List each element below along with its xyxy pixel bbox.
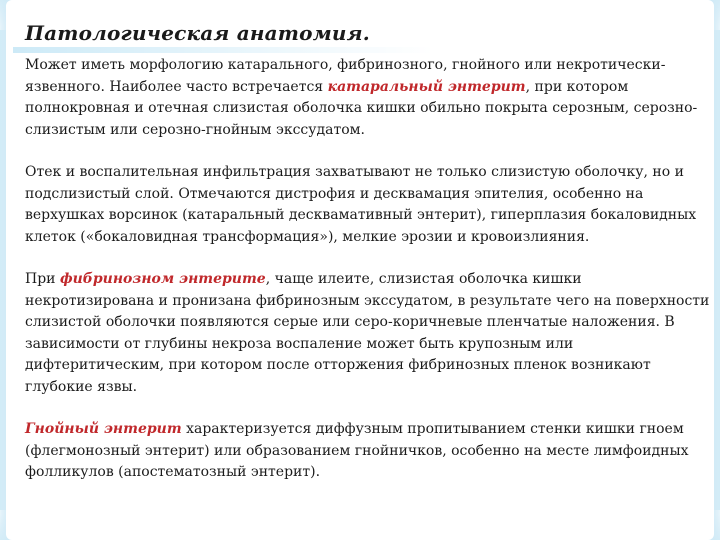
paragraph-1 <box>25 55 711 141</box>
paragraph-spacer <box>25 248 711 269</box>
paragraph-4 <box>25 419 711 484</box>
term-catarrhal-enteritis: катаральный энтерит <box>327 78 526 95</box>
page-title: Патологическая анатомия. <box>25 21 370 45</box>
paragraph-3-text-after: , чаще илеите, слизистая оболочка кишки некротизирована и пронизана фибринозным экссудатом, в результате чего на поверхности слизистой оболочки появляются серые или серо-коричневые пленчатые наложения. В зависимости от глубины некроза воспаление может быть крупозным или дифтеритическим, при котором после отторжения фибринозных пленок возникают глубокие язвы. <box>25 271 710 395</box>
paragraph-1-text-before: Может иметь морфологию катарального, фибринозного, гнойного или некротически-язвенного. Наиболее часто встречается <box>25 57 666 95</box>
term-fibrinous-enteritis: фибринозном энтерите <box>59 271 266 287</box>
paragraph-1-text-after: , при котором полнокровная и отечная слизистая оболочка кишки обильно покрыта серозным, серозно-слизистым или серозно-гнойным экссудатом. <box>25 78 698 138</box>
title-underline <box>13 47 433 53</box>
paragraph-spacer <box>25 398 711 419</box>
paragraph-2: Отек и воспалительная инфильтрация захватывают не только слизистую оболочку, но и подслизистый слой. Отмечаются дистрофия и десквамация эпителия, особенно на верхушках ворсинок (катаральный десквамативный энтерит), гиперплазия бокаловидных клеток («бокаловидная трансформация»), мелкие эрозии и кровоизлияния. <box>25 164 697 245</box>
slide-card <box>6 0 714 540</box>
paragraph-spacer <box>25 141 711 162</box>
term-purulent-enteritis: Гнойный энтерит <box>25 421 182 437</box>
paragraph-3 <box>25 269 711 398</box>
paragraph-3-text-before: При <box>25 271 60 287</box>
slide-content <box>25 20 711 484</box>
paragraph-4-text-after: характеризуется диффузным пропитыванием стенки кишки гноем (флегмонозный энтерит) или образованием гнойничков, особенно на месте лимфоидных фолликулов (апостематозный энтерит). <box>25 421 689 480</box>
